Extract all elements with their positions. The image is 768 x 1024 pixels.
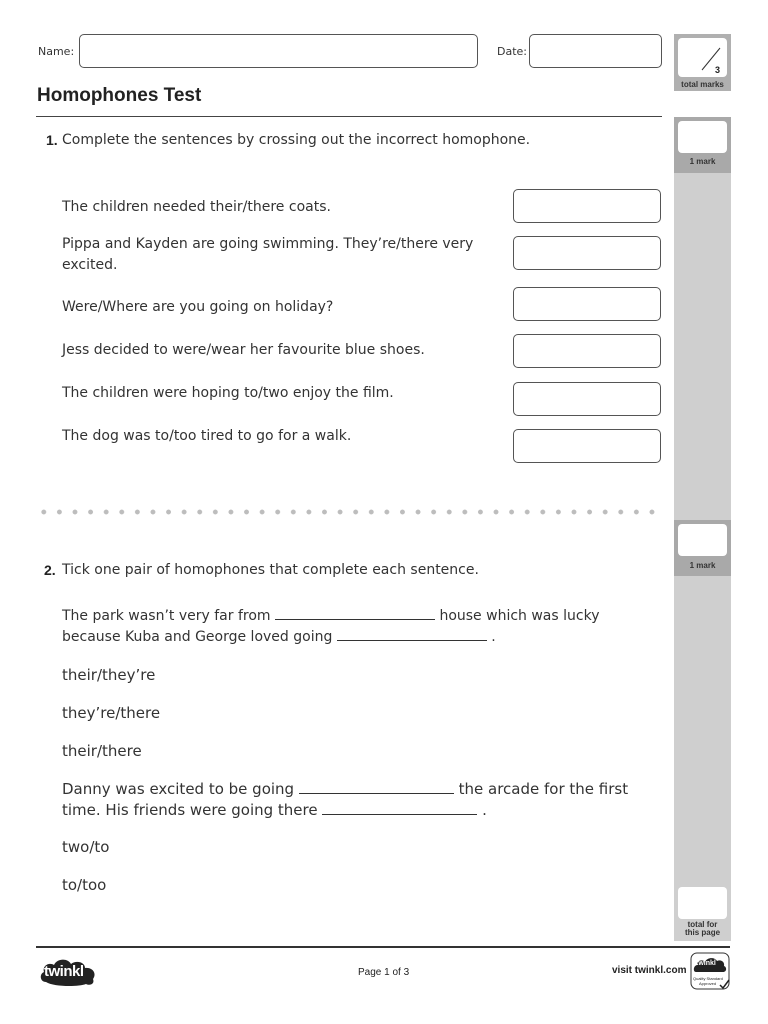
badge-line-2: Approved xyxy=(699,981,717,986)
q2-sentence-2 xyxy=(62,779,662,821)
q1-answer-box[interactable] xyxy=(513,382,661,416)
q2-option[interactable]: they’re/there xyxy=(62,704,161,722)
quality-badge-icon xyxy=(690,952,732,992)
answer-blank[interactable] xyxy=(337,627,487,641)
q1-sentence: Jess decided to were/wear her favourite blue shoes. xyxy=(62,342,425,358)
name-label: Name: xyxy=(38,45,75,58)
q2-mark-band xyxy=(674,520,731,576)
total-marks-value: 3 xyxy=(715,65,721,75)
sentence-end: . xyxy=(482,801,487,819)
total-marks-block xyxy=(674,34,731,91)
marks-sidebar xyxy=(674,117,731,941)
sentence-text: because Kuba and George loved going xyxy=(62,629,333,645)
title-divider xyxy=(36,116,662,117)
q1-mark-box[interactable] xyxy=(678,121,727,153)
sentence-text: The park wasn’t very far from xyxy=(62,608,271,624)
badge-brand: twinkl xyxy=(696,960,716,967)
answer-blank[interactable] xyxy=(299,780,454,794)
page-total-label-1: total for xyxy=(687,920,718,929)
q1-answer-box[interactable] xyxy=(513,334,661,368)
site-link[interactable]: visit twinkl.com xyxy=(612,965,687,976)
q2-option[interactable]: their/there xyxy=(62,742,142,760)
q1-instruction: Complete the sentences by crossing out the incorrect homophone. xyxy=(62,132,531,148)
footer-divider xyxy=(36,946,730,948)
badge-line-1: Quality Standard xyxy=(693,976,723,981)
q1-answer-box[interactable] xyxy=(513,189,661,223)
q1-sentence: The children needed their/there coats. xyxy=(62,199,331,215)
q1-sentence: The children were hoping to/two enjoy the film. xyxy=(62,385,394,401)
q2-instruction: Tick one pair of homophones that complete each sentence. xyxy=(62,562,479,578)
page-title: Homophones Test xyxy=(37,85,202,106)
total-marks-box[interactable] xyxy=(678,38,727,77)
q1-number: 1. xyxy=(46,132,58,148)
q2-mark-label: 1 mark xyxy=(689,561,716,570)
page-total-label-2: this page xyxy=(684,928,721,937)
twinkl-logo xyxy=(38,954,98,988)
q2-sentence-1 xyxy=(62,606,662,648)
sentence-text: time. His friends were going there xyxy=(62,801,318,819)
q1-answer-box[interactable] xyxy=(513,429,661,463)
date-label: Date: xyxy=(497,45,527,58)
q1-sentence: Pippa and Kayden are going swimming. They’re/there very excited. xyxy=(62,236,474,273)
answer-blank[interactable] xyxy=(275,606,435,620)
quality-badge xyxy=(690,952,732,992)
q1-mark-band xyxy=(674,117,731,173)
page-total-box[interactable] xyxy=(678,887,727,919)
q1-sentence: The dog was to/too tired to go for a walk. xyxy=(62,428,352,444)
q2-option[interactable]: to/too xyxy=(62,876,107,894)
q1-answer-box[interactable] xyxy=(513,236,661,270)
total-marks-label: total marks xyxy=(681,80,724,89)
sentence-text: Danny was excited to be going xyxy=(62,780,295,798)
section-divider xyxy=(36,509,664,515)
date-field[interactable] xyxy=(529,34,662,68)
q2-mark-box[interactable] xyxy=(678,524,727,556)
q1-sentence: Were/Where are you going on holiday? xyxy=(62,299,334,315)
logo-text: twinkl xyxy=(44,963,84,980)
sentence-text: house which was lucky xyxy=(439,608,600,624)
q2-number: 2. xyxy=(44,562,56,578)
name-field[interactable] xyxy=(79,34,478,68)
q2-option[interactable]: their/they’re xyxy=(62,666,156,684)
page-indicator: Page 1 of 3 xyxy=(358,967,410,978)
q1-answer-box[interactable] xyxy=(513,287,661,321)
q1-mark-label: 1 mark xyxy=(689,157,716,166)
answer-blank[interactable] xyxy=(322,801,477,815)
sentence-text: the arcade for the first xyxy=(458,780,629,798)
q2-option[interactable]: two/to xyxy=(62,838,110,856)
sentence-end: . xyxy=(491,629,496,645)
